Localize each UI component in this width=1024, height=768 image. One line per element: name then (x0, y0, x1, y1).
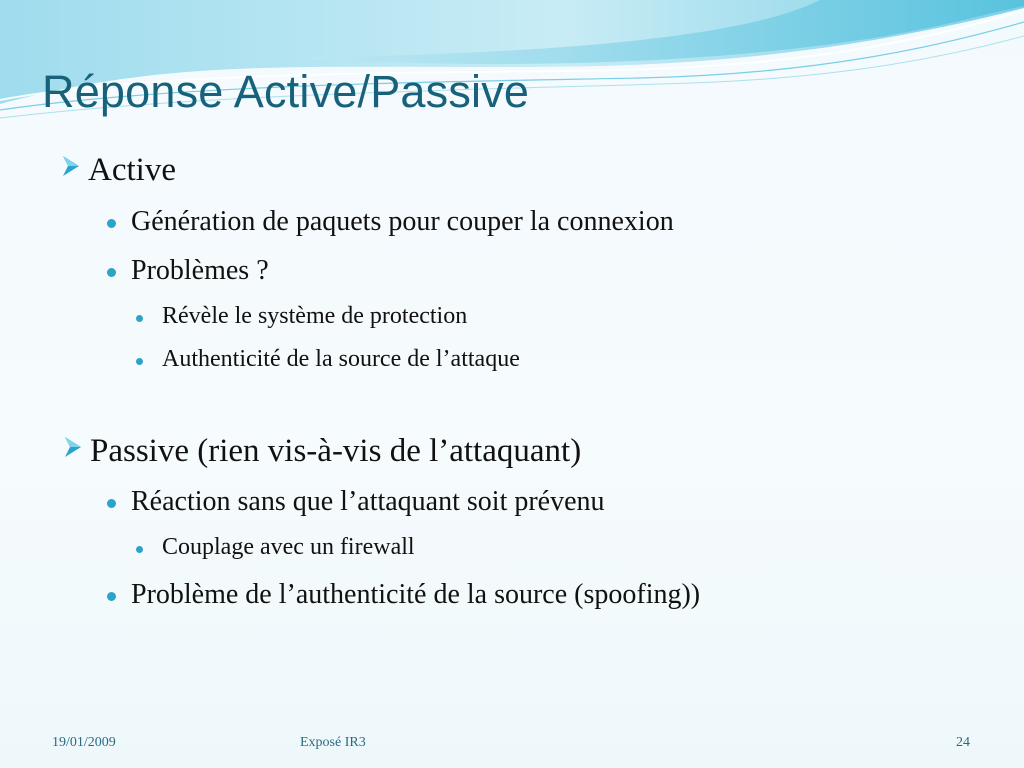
sub-bullet-item (162, 346, 520, 373)
slide-title: Réponse Active/Passive (42, 66, 530, 117)
bullet-dot (136, 546, 143, 553)
bullet-dot (107, 219, 116, 228)
sub-bullet-text: Couplage avec un firewall (162, 534, 415, 560)
bullet-dot (107, 268, 116, 277)
section-heading-passive (90, 433, 581, 470)
bullet-item (131, 255, 269, 287)
bullet-dot (136, 315, 143, 322)
section-heading-text: Passive (rien vis-à-vis de l’attaquant) (90, 433, 582, 469)
bullet-text: Réaction sans que l’attaquant soit prévenu (131, 486, 605, 517)
sub-bullet-item (162, 303, 467, 330)
bullet-dot (107, 592, 116, 601)
bullet-text: Génération de paquets pour couper la connexion (131, 206, 674, 237)
sub-bullet-text: Révèle le système de protection (162, 303, 468, 329)
arrow-right-icon (60, 152, 82, 180)
footer-center-text: Exposé IR3 (300, 735, 366, 750)
bullet-item (131, 486, 605, 518)
bullet-item (131, 579, 700, 611)
bullet-item (131, 206, 674, 238)
bullet-text: Problème de l’authenticité de la source (spoofing)) (131, 579, 701, 610)
section-heading-active (88, 152, 176, 189)
sub-bullet-text: Authenticité de la source de l’attaque (162, 346, 520, 372)
arrow-right-icon (62, 433, 84, 461)
sub-bullet-item (162, 534, 415, 561)
bullet-dot (107, 499, 116, 508)
bullet-dot (136, 358, 143, 365)
bullet-text: Problèmes ? (131, 255, 269, 286)
footer-date: 19/01/2009 (52, 735, 116, 750)
footer-page-number: 24 (956, 735, 970, 750)
section-heading-text: Active (88, 152, 176, 188)
